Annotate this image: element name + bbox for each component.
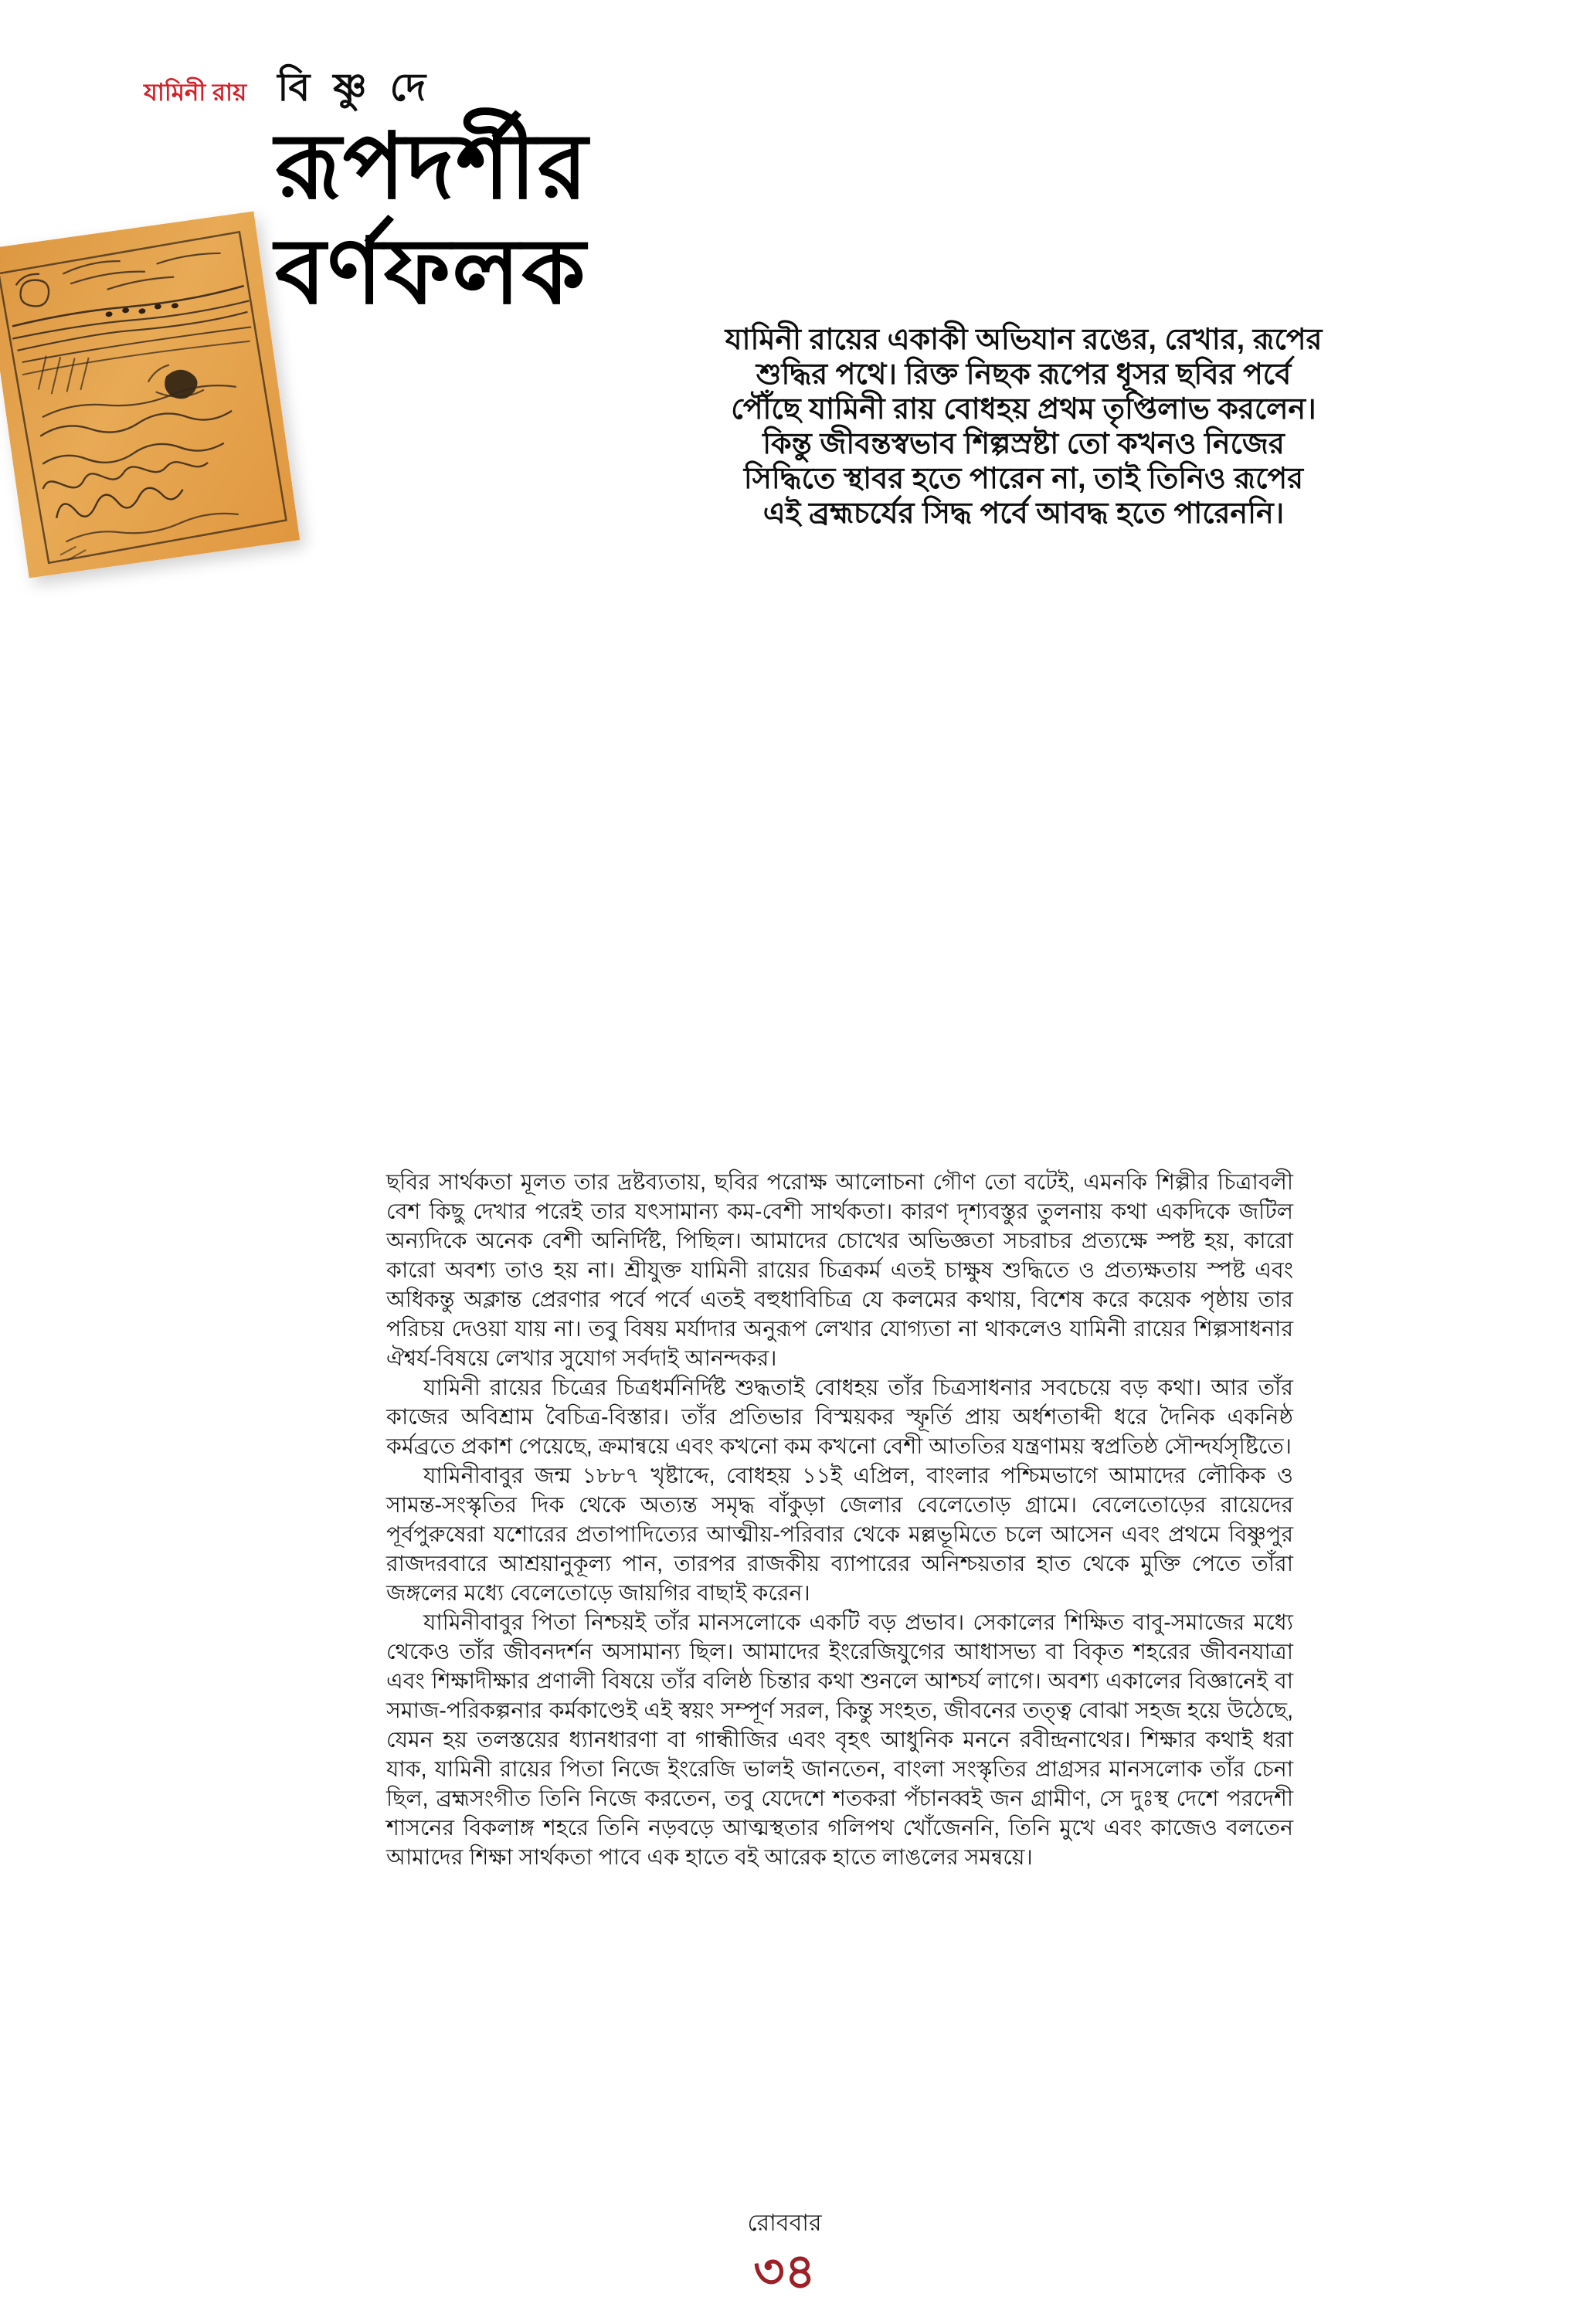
lede-line: শুদ্ধির পথে। রিক্ত নিছক রূপের ধূসর ছবির পর্বে — [756, 358, 1292, 391]
page-number: ৩৪ — [753, 2245, 816, 2299]
sketch-ink-drawing — [0, 211, 300, 578]
lede-line: যামিনী রায়ের একাকী অভিযান রঙের, রেখার, রূপের — [725, 324, 1323, 356]
lede-line: সিদ্ধিতে স্থাবর হতে পারেন না, তাই তিনিও রূপের — [743, 463, 1304, 495]
body-paragraph: যামিনীবাবুর পিতা নিশ্চয়ই তাঁর মানসলোকে একটি বড় প্রভাব। সেকালের শিক্ষিত বাবু-সমাজের মধ্যে থেকেও তাঁর জীবনদর্শন অসামান্য ছিল। আমাদের ইংরেজিযুগের আধাসভ্য বা বিকৃত শহরের জীবনযাত্রা এবং শিক্ষাদীক্ষার প্রণালী বিষয়ে তাঁর বলিষ্ঠ চিন্তার কথা শুনলে আশ্চর্য লাগে। অবশ্য একালের বিজ্ঞানেই বা সমাজ-পরিকল্পনার কর্মকাণ্ডেই এই স্বয়ং সম্পূর্ণ সরল, কিন্তু সংহত, জীবনের তত্ত্ব বোঝা সহজ হয়ে উঠেছে, যেমন হয় তলস্তয়ের ধ্যানধারণা বা গান্ধীজির এবং বৃহৎ আধুনিক মননে রবীন্দ্রনাথের। শিক্ষার কথাই ধরা যাক, যামিনী রায়ের পিতা নিজে ইংরেজি ভালই জানতেন, বাংলা সংস্কৃতির প্রাগ্রসর মানসলোক তাঁর চেনা ছিল, ব্রহ্মসংগীত তিনি নিজে করতেন, তবু যেদেশে শতকরা পঁচানব্বই জন গ্রামীণ, সে দুঃস্থ দেশে পরদেশী শাসনের বিকলাঙ্গ শহরে তিনি নড়বড়ে আত্মস্থতার গলিপথ খোঁজেননি, তিনি মুখে এবং কাজেও বলতেন আমাদের শিক্ষা সার্থকতা পাবে এক হাতে বই আরেক হাতে লাঙলের সমন্বয়ে। — [386, 1610, 1293, 1870]
sketch-artwork — [0, 211, 300, 578]
body-paragraph: ছবির সার্থকতা মূলত তার দ্রষ্টব্যতায়, ছবির পরোক্ষ আলোচনা গৌণ তো বটেই, এমনকি শিল্পীর চিত্রাবলী বেশ কিছু দেখার পরেই তার যৎসামান্য কম-বেশী সার্থকতা। কারণ দৃশ্যবস্তুর তুলনায় কথা একদিকে জটিল অন্যদিকে অনেক বেশী অনির্দিষ্ট, পিছিল। আমাদের চোখের অভিজ্ঞতা সচরাচর প্রত্যক্ষে স্পষ্ট হয়, কারো কারো অবশ্য তাও হয় না। শ্রীযুক্ত যামিনী রায়ের চিত্রকর্ম এতই চাক্ষুষ শুদ্ধিতে ও প্রত্যক্ষতায় স্পষ্ট এবং অধিকন্তু অক্লান্ত প্রেরণার পর্বে পর্বে এতই বহুধাবিচিত্র যে কলমের কথায়, বিশেষ করে কয়েক পৃষ্ঠায় তার পরিচয় দেওয়া যায় না। তবু বিষয় মর্যাদার অনুরূপ লেখার যোগ্যতা না থাকলেও যামিনী রায়ের শিল্পসাধনার ঐশ্বর্য-বিষয়ে লেখার সুযোগ সর্বদাই আনন্দকর। — [386, 1170, 1293, 1371]
kicker-subject: যামিনী রায় — [144, 79, 247, 106]
article-header — [144, 59, 432, 123]
author-name: বি ষ্ণু দে — [277, 66, 433, 109]
lede-line: কিন্তু জীবন্তস্বভাব শিল্পস্রষ্টা তো কখনও নিজের — [762, 428, 1285, 460]
lede-line: পৌঁছে যামিনী রায় বোধহয় প্রথম তৃপ্তিলাভ করলেন। — [731, 393, 1316, 426]
page-title-line-1: রূপদর্শীর — [275, 116, 589, 218]
page-footer — [0, 2204, 1569, 2298]
page-title — [275, 114, 589, 324]
magazine-name: রোববার — [747, 2210, 822, 2236]
body-paragraph: যামিনীবাবুর জন্ম ১৮৮৭ খৃষ্টাব্দে, বোধহয় ১১ই এপ্রিল, বাংলার পশ্চিমভাগে আমাদের লৌকিক ও সামন্ত-সংস্কৃতির দিক থেকে অত্যন্ত সমৃদ্ধ বাঁকুড়া জেলার বেলেতোড় গ্রামে। বেলেতোড়ের রায়েদের পূর্বপুরুষেরা যশোরের প্রতাপাদিত্যের আত্মীয়-পরিবার থেকে মল্লভূমিতে চলে আসেন এবং প্রথমে বিষ্ণুপুর রাজদরবারে আশ্রয়ানুকূল্য পান, তারপর রাজকীয় ব্যাপারের অনিশ্চয়তার হাত থেকে মুক্তি পেতে তাঁরা জঙ্গলের মধ্যে বেলেতোড়ে জায়গির বাছাই করেন। — [386, 1464, 1293, 1606]
lede — [565, 323, 1482, 531]
body-paragraph: যামিনী রায়ের চিত্রের চিত্রধর্মনির্দিষ্ট শুদ্ধতাই বোধহয় তাঁর চিত্রসাধনার সবচেয়ে বড় কথা। আর তাঁর কাজের অবিশ্রাম বৈচিত্র-বিস্তার। তাঁর প্রতিভার বিস্ময়কর স্ফূর্তি প্রায় অর্ধশতাব্দী ধরে দৈনিক একনিষ্ঠ কর্মব্রতে প্রকাশ পেয়েছে, ক্রমান্বয়ে এবং কখনো কম কখনো বেশী আততির যন্ত্রণাময় স্বপ্রতিষ্ঠ সৌন্দর্যসৃষ্টিতে। — [386, 1376, 1293, 1459]
page-title-line-2: বর্ণফলক — [275, 221, 587, 323]
lede-line: এই ব্রহ্মচর্যের সিদ্ধ পর্বে আবদ্ধ হতে পারেননি। — [762, 497, 1285, 530]
article-body — [386, 1168, 1293, 1872]
